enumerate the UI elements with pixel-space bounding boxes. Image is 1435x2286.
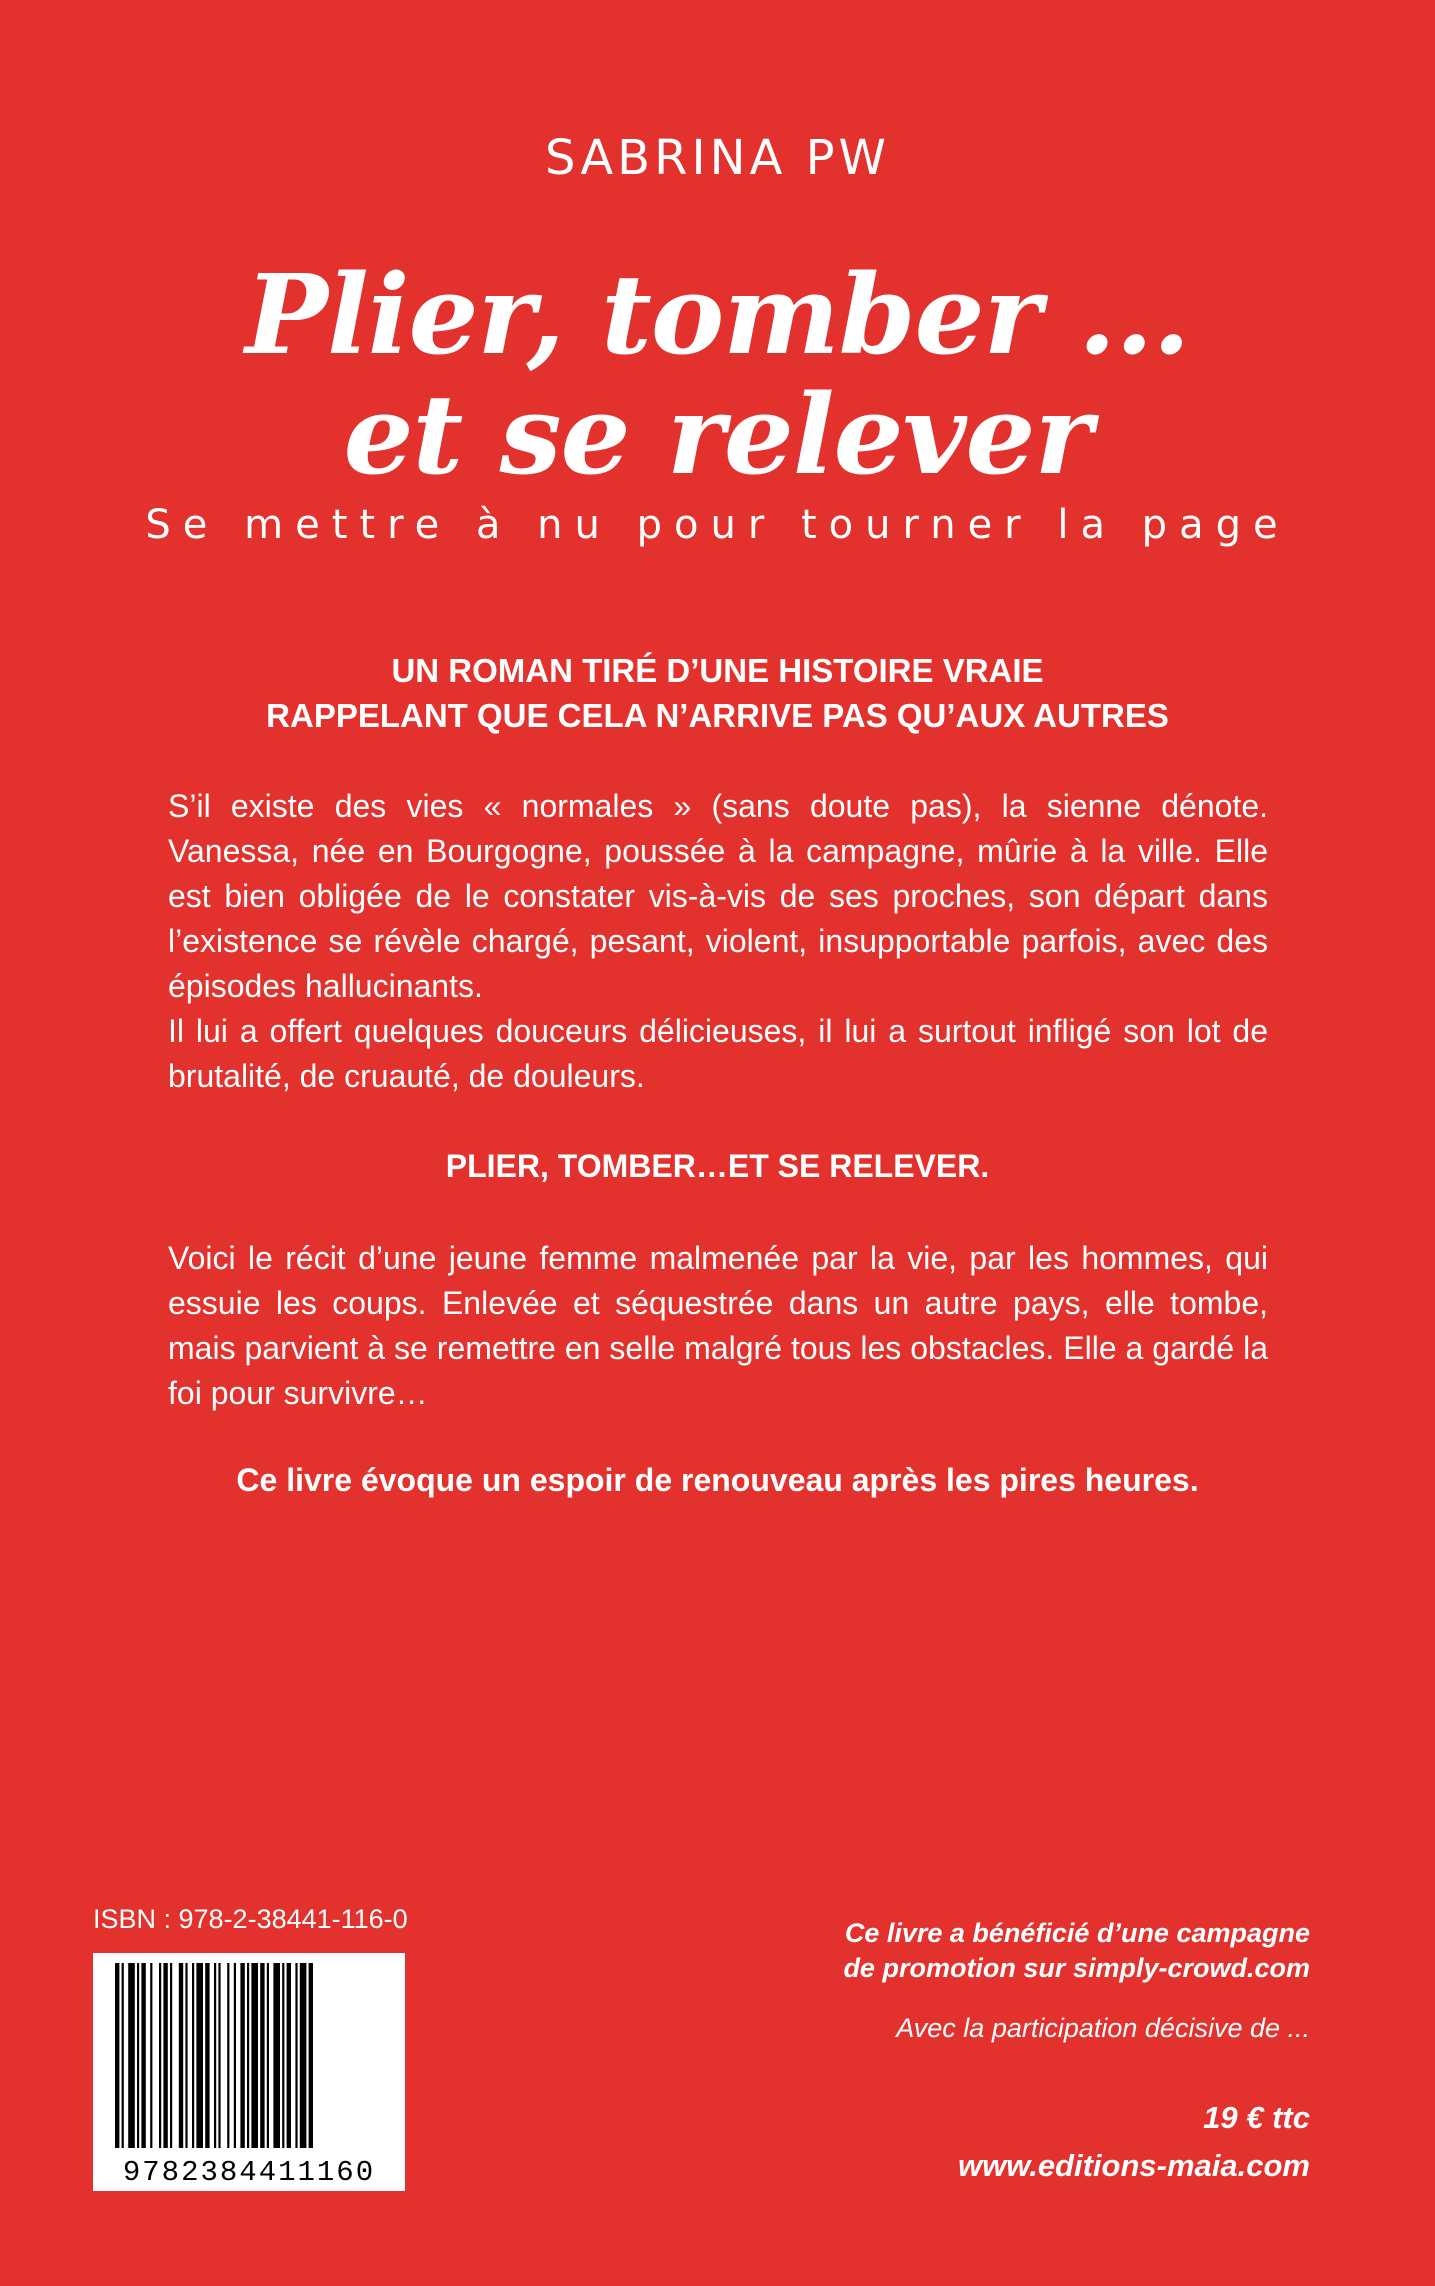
barcode-digits: 9782384411160 [122,2156,376,2189]
synopsis-paragraph-2 [168,1236,1268,1416]
barcode-bars [93,1953,405,2153]
synopsis-paragraph-2-text: Voici le récit d’une jeune femme malmenée par la vie, par les hommes, qui essuie les coups. Enlevée et séquestrée dans un autre pays, elle tombe, mais parvient à se remettre en selle malgré tous les obstacles. Elle a gardé la foi pour survivre… [168,1240,1268,1411]
promo-line-2: de promotion sur simply-crowd.com [843,1953,1310,1983]
author-name: SABRINA PW [544,130,891,186]
synopsis-paragraph-1b: Il lui a offert quelques douceurs délicieuses, il lui a surtout infligé son lot de brutalité, de cruauté, de douleurs. [168,1013,1268,1094]
closing-statement: Ce livre évoque un espoir de renouveau après les pires heures. [236,1462,1199,1498]
tagline: PLIER, TOMBER…ET SE RELEVER. [445,1148,990,1184]
publisher-website: www.editions-maia.com [958,2148,1310,2183]
headline-line-1: UN ROMAN TIRÉ D’UNE HISTOIRE VRAIE [391,652,1044,689]
isbn-label: ISBN : 978-2-38441-116-0 [93,1904,408,1934]
promo-line-1: Ce livre a bénéficié d’une campagne [844,1918,1310,1948]
subtitle: Se mettre à nu pour tourner la page [145,502,1290,548]
title-line-1: Plier, tomber ... [245,250,1190,379]
synopsis-paragraph-1a: S’il existe des vies « normales » (sans doute pas), la sienne dénote. Vanessa, née en Bourgogne, poussée à la campagne, mûrie à la ville. Elle est bien obligée de le constater vis-à-vis de ses proches, son départ dans l’existence se révèle chargé, pesant, violent, insupportable parfois, avec des épisodes hallucinants. [168,788,1268,1004]
barcode [93,1953,405,2191]
synopsis-paragraph-1 [168,784,1268,1099]
title-line-2: et se relever [343,370,1092,499]
price: 19 € ttc [1203,2100,1310,2135]
headline-line-2: RAPPELANT QUE CELA N’ARRIVE PAS QU’AUX AUTRES [266,697,1169,734]
participation-note: Avec la participation décisive de ... [896,2013,1310,2043]
